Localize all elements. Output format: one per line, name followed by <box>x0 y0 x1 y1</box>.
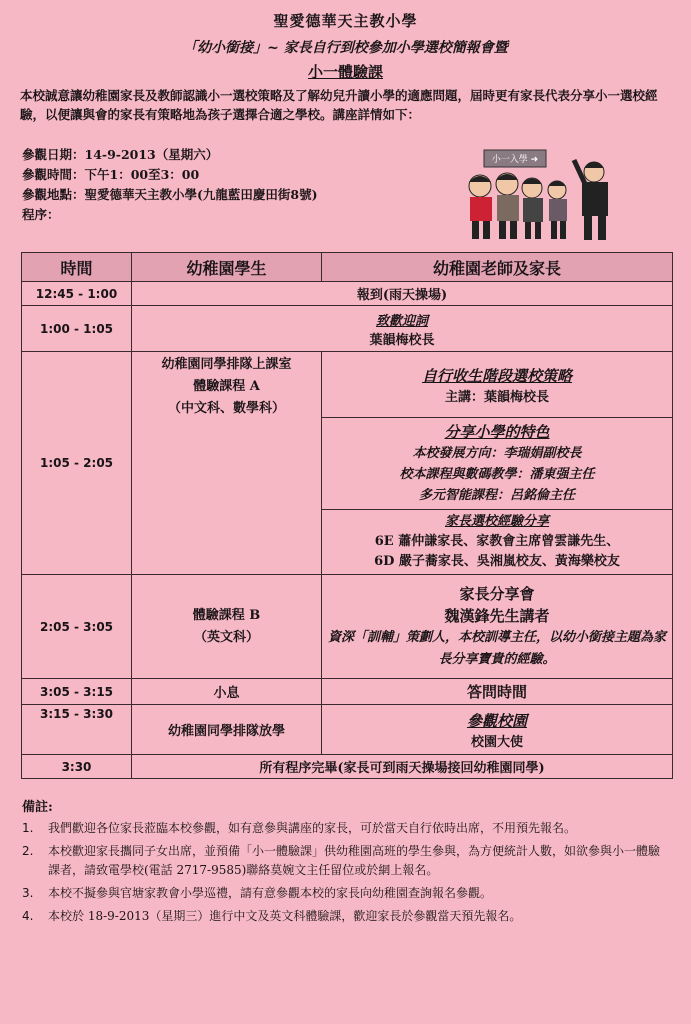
svg-text:小一入學 ➜: 小一入學 ➜ <box>491 155 539 165</box>
school-name: 聖愛德華天主教小學 <box>273 12 418 30</box>
welcome-speaker: 葉韻梅校長 <box>369 332 435 348</box>
student-line: （中文科、數學科） <box>167 401 285 416</box>
time-cell: 2:05 - 3:05 <box>22 575 132 679</box>
visit-place: 參觀地點：聖愛德華天主教小學(九龍藍田慶田街8號) <box>22 187 318 202</box>
note-item <box>22 884 662 903</box>
visit-time: 參觀時間：下午1：00至3：00 <box>22 167 200 182</box>
features-cell <box>322 418 673 510</box>
table-header-row <box>22 253 673 282</box>
end-cell: 所有程序完畢(家長可到雨天操場接回幼稚園同學) <box>132 755 673 779</box>
note-text: 我們歡迎各位家長蒞臨本校參觀，如有意參與講座的家長，可於當天自行依時出席，不用預先報名。 <box>48 821 577 835</box>
header-parent: 幼稚園老師及家長 <box>322 253 673 282</box>
note-item <box>22 842 662 880</box>
note-number: 4. <box>22 909 34 923</box>
notes-title: 備註: <box>22 800 53 815</box>
time-cell: 3:30 <box>22 755 132 779</box>
note-number: 1. <box>22 821 34 835</box>
registration-cell: 報到(雨天操場) <box>132 282 673 306</box>
features-line: 本校發展方向：李瑞娟副校長 <box>412 445 582 461</box>
strategy-title: 自行收生階段選校策略 <box>421 366 572 385</box>
program-label: 程序： <box>22 207 60 222</box>
time-cell: 1:05 - 2:05 <box>22 352 132 575</box>
event-subtitle: 「幼小銜接」~ 家長自行到校參加小學選校簡報會暨 <box>183 40 508 56</box>
time-cell: 3:05 - 3:15 <box>22 679 132 705</box>
table-row <box>22 575 673 679</box>
welcome-title: 致歡迎詞 <box>375 313 428 329</box>
experience-cell <box>322 510 673 575</box>
event-subtitle-2: 小一體驗課 <box>307 63 383 81</box>
time-cell: 3:15 - 3:30 <box>22 705 132 755</box>
break-cell: 小息 <box>132 679 322 705</box>
note-item <box>22 819 662 838</box>
table-row <box>22 705 673 755</box>
table-row <box>22 306 673 352</box>
experience-line: 6E 蕭仲謙家長、家教會主席曾雲謙先生、 <box>374 534 620 549</box>
note-item <box>22 907 662 926</box>
table-row <box>22 352 673 418</box>
time-cell: 12:45 - 1:00 <box>22 282 132 306</box>
tour-cell <box>322 705 673 755</box>
visit-date: 參觀日期：14-9-2013（星期六） <box>22 147 219 162</box>
parent-sharing-desc: 資深「訓輔」策劃人，本校訓導主任，以幼小銜接主題為家長分享寶貴的經驗。 <box>327 629 666 667</box>
table-row <box>22 282 673 306</box>
parent-sharing-speaker: 魏漢鋒先生講者 <box>444 606 550 625</box>
intro-paragraph: 本校誠意讓幼稚園家長及教師認識小一選校策略及了解幼兒升讀小學的適應問題，屆時更有家長代表分享小一選校經驗，以便讓與會的家長有策略地為孩子選擇合適之學校。講座詳情如下： <box>20 88 658 122</box>
qa-cell: 答問時間 <box>322 679 673 705</box>
note-number: 3. <box>22 886 34 900</box>
parent-sharing-cell <box>322 575 673 679</box>
parent-sharing-title: 家長分享會 <box>459 584 535 603</box>
table-row <box>22 679 673 705</box>
experience-line: 6D 嚴子蕎家長、吳湘嵐校友、黃海樂校友 <box>374 554 620 569</box>
student-activity-b <box>132 575 322 679</box>
dismissal-cell: 幼稚園同學排隊放學 <box>132 705 322 755</box>
tour-guide: 校園大使 <box>470 734 523 750</box>
schedule-table <box>21 252 673 779</box>
student-line: 體驗課程 B <box>192 607 261 623</box>
student-line: 體驗課程 A <box>193 379 260 394</box>
note-number: 2. <box>22 844 34 858</box>
features-title: 分享小學的特色 <box>444 422 550 441</box>
time-cell: 1:00 - 1:05 <box>22 306 132 352</box>
children-teacher-illustration <box>462 146 642 246</box>
note-text: 本校歡迎家長攜同子女出席，並預備「小一體驗課」供幼稚園高班的學生參與，為方便統計人數，如欲參與小一體驗課者，請致電學校(電話 2717-9585)聯絡莫婉文主任留位或於網上報名。 <box>48 844 661 877</box>
note-text: 本校不擬參與官塘家教會小學巡禮，請有意參觀本校的家長向幼稚園查詢報名參觀。 <box>48 886 493 900</box>
header-student: 幼稚園學生 <box>132 253 322 282</box>
experience-title: 家長選校經驗分享 <box>444 514 549 529</box>
student-line: （英文科） <box>193 629 259 645</box>
student-line: 幼稚園同學排隊上課室 <box>161 357 292 372</box>
note-text: 本校於 18-9-2013（星期三）進行中文及英文科體驗課，歡迎家長於參觀當天預先報名。 <box>48 909 522 923</box>
notes-section <box>22 796 662 930</box>
header-time: 時間 <box>22 253 132 282</box>
features-line: 校本課程與數碼教學：潘東强主任 <box>399 466 595 482</box>
student-activity-a <box>132 352 322 575</box>
table-row <box>22 755 673 779</box>
welcome-cell <box>132 306 673 352</box>
tour-title: 參觀校園 <box>466 711 527 730</box>
features-line: 多元智能課程：呂銘倫主任 <box>418 487 575 503</box>
strategy-speaker: 主講：葉韻梅校長 <box>444 389 549 405</box>
strategy-cell <box>322 352 673 418</box>
